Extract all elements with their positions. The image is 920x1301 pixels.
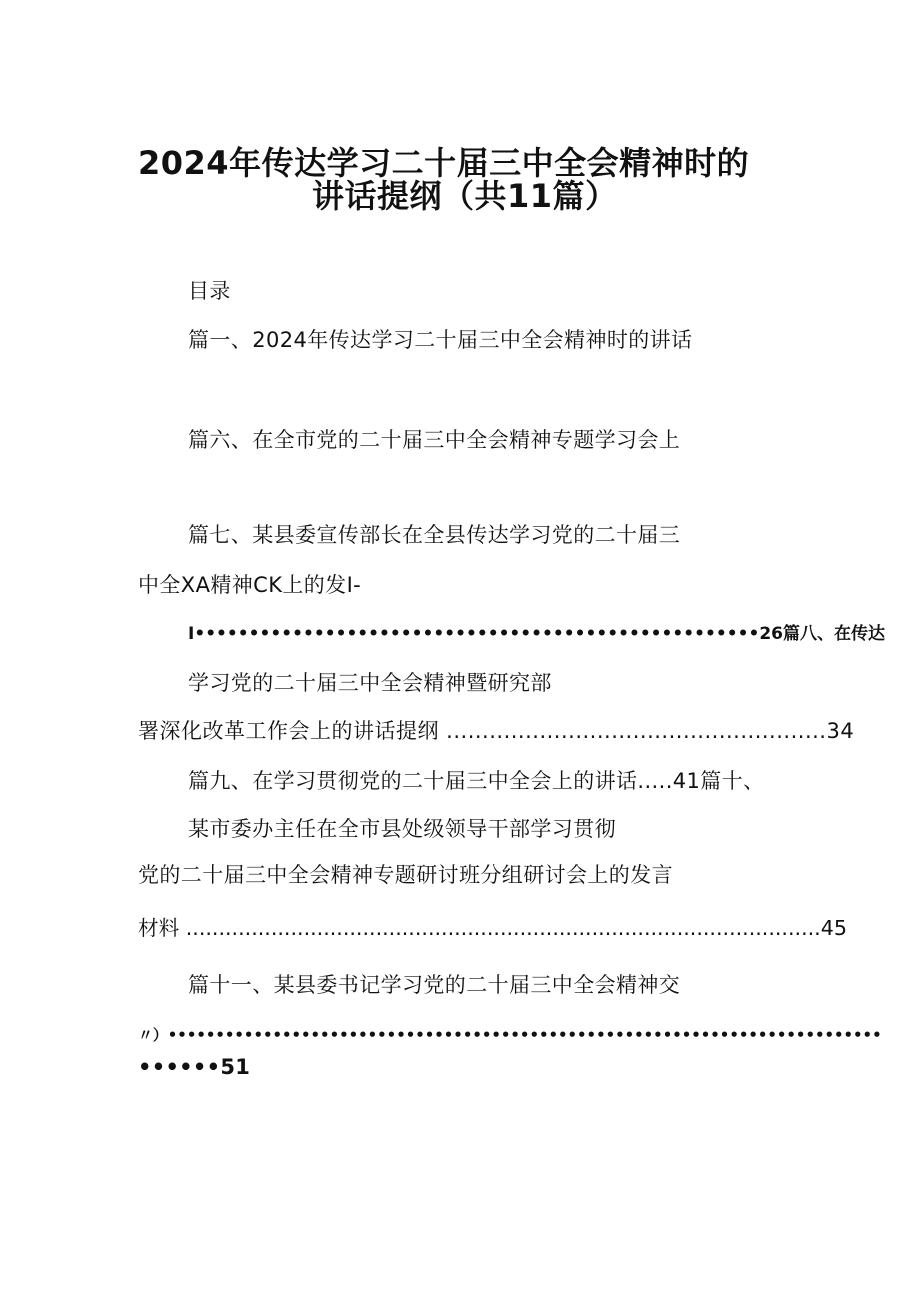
toc-line: 篇九、在学习贯彻党的二十届三中全会上的讲话.....41篇十、 — [188, 769, 765, 793]
toc-line: 篇七、某县委宣传部长在全县传达学习党的二十届三 — [188, 523, 681, 547]
toc-line: 篇六、在全市党的二十届三中全会精神专题学习会上 — [188, 428, 681, 452]
toc-line: 学习党的二十届三中全会精神暨研究部 — [188, 671, 552, 695]
toc-line: 篇一、2024年传达学习二十届三中全会精神时的讲话 — [188, 328, 693, 352]
toc-line: ••••••51 — [138, 1055, 251, 1079]
toc-line: 署深化改革工作会上的讲话提纲 .....................................................34 — [138, 719, 855, 743]
toc-label: 目录 — [188, 279, 231, 303]
toc-line: 某市委办主任在全市县处级领导干部学习贯彻 — [188, 817, 616, 841]
document-title-line-2: 讲话提纲（共11篇） — [312, 177, 618, 215]
toc-line: 中全XA精神CK上的发I- — [138, 573, 362, 597]
toc-line: 党的二十届三中全会精神专题研讨班分组研讨会上的发言 — [138, 863, 673, 887]
toc-line: 材料 .................................................................................................45 — [138, 916, 847, 940]
document-title-line-1: 2024年传达学习二十届三中全会精神时的 — [138, 144, 750, 182]
toc-line: 篇十一、某县委书记学习党的二十届三中全会精神交 — [188, 973, 681, 997]
toc-line: I••••••••••••••••••••••••••••••••••••••••••••••••••••26篇八、在传达 — [188, 624, 885, 644]
toc-line: 〃）••••••••••••••••••••••••••••••••••••••••••••••••••••••••••••••••••••••••••• — [138, 1026, 882, 1044]
